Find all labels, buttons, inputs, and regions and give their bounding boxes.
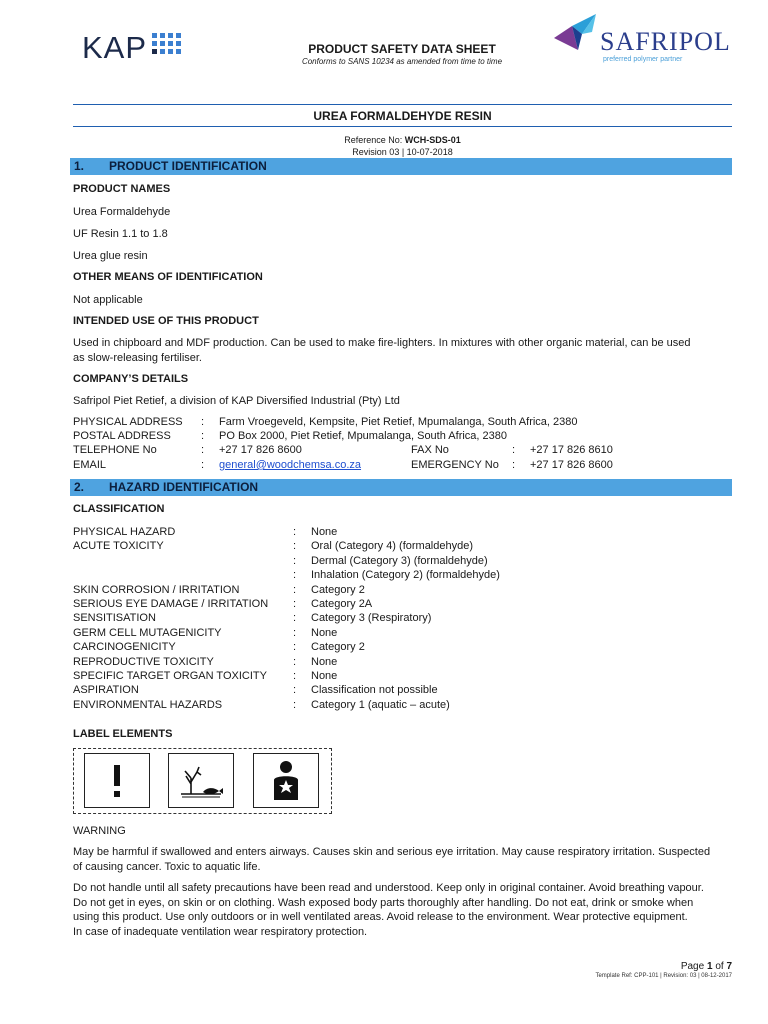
telephone-label: TELEPHONE No bbox=[73, 444, 157, 456]
email-link[interactable]: general@woodchemsa.co.za bbox=[219, 459, 362, 471]
colon: : bbox=[293, 540, 297, 553]
colon: : bbox=[293, 626, 297, 639]
environment-pictogram-icon bbox=[168, 753, 234, 808]
product-name: UF Resin 1.1 to 1.8 bbox=[73, 228, 168, 240]
colon: : bbox=[201, 416, 205, 428]
section-title: PRODUCT IDENTIFICATION bbox=[109, 159, 267, 173]
colon: : bbox=[293, 569, 297, 582]
colon: : bbox=[201, 444, 205, 456]
reference-label: Reference No: bbox=[344, 135, 403, 145]
hazard-value: Category 2A bbox=[311, 598, 373, 610]
section-1-header bbox=[70, 158, 732, 175]
colon: : bbox=[512, 444, 516, 456]
hazard-value: None bbox=[311, 626, 338, 639]
section-2-header bbox=[70, 479, 732, 496]
hazard-statement-line: May be harmful if swallowed and enters airways. Causes skin and serious eye irritation. May cause respiratory irritation. Suspected bbox=[73, 846, 711, 858]
colon: : bbox=[293, 655, 297, 668]
safripol-logo: SAFRIPOL bbox=[600, 27, 731, 56]
product-name: Urea glue resin bbox=[73, 250, 148, 262]
health-hazard-pictogram-icon bbox=[253, 753, 319, 808]
colon: : bbox=[293, 684, 297, 697]
hazard-value: Classification not possible bbox=[311, 684, 438, 697]
classification-heading: CLASSIFICATION bbox=[73, 503, 165, 515]
document-type-title: PRODUCT SAFETY DATA SHEET bbox=[308, 42, 496, 56]
hazard-label: SPECIFIC TARGET ORGAN TOXICITY bbox=[73, 670, 267, 682]
company-name: Safripol Piet Retief, a division of KAP Diversified Industrial (Pty) Ltd bbox=[73, 395, 400, 407]
title-rule-bottom bbox=[73, 126, 732, 127]
precaution-line: Do not handle until all safety precautions have been read and understood. Keep only in original container. Avoid breathing vapour. bbox=[73, 882, 704, 894]
section-title: HAZARD IDENTIFICATION bbox=[109, 480, 259, 494]
colon: : bbox=[293, 583, 297, 596]
hazard-value: Category 3 (Respiratory) bbox=[311, 612, 432, 625]
hazard-value: Category 2 bbox=[311, 583, 365, 596]
product-names-heading: PRODUCT NAMES bbox=[73, 183, 171, 195]
fax-label: FAX No bbox=[411, 444, 449, 456]
postal-address-value: PO Box 2000, Piet Retief, Mpumalanga, South Africa, 2380 bbox=[219, 430, 508, 442]
hazard-statements bbox=[73, 845, 732, 874]
hazard-value: None bbox=[311, 526, 338, 538]
intended-use-heading: INTENDED USE OF THIS PRODUCT bbox=[73, 315, 259, 327]
safripol-logo-mark-icon bbox=[552, 12, 604, 54]
product-title: UREA FORMALDEHYDE RESIN bbox=[313, 109, 492, 123]
title-rule-top bbox=[73, 104, 732, 105]
hazard-label: ASPIRATION bbox=[73, 684, 139, 697]
fax-value: +27 17 826 8610 bbox=[530, 444, 613, 456]
reference-number bbox=[73, 135, 732, 145]
colon: : bbox=[293, 554, 297, 567]
physical-address-label: PHYSICAL ADDRESS bbox=[73, 416, 183, 428]
page-word: Page bbox=[680, 961, 705, 972]
colon: : bbox=[201, 459, 205, 471]
precaution-line: Do not get in eyes, on skin or on clothing. Wash exposed body parts thoroughly after handling. Do not eat, drink or smoke when bbox=[73, 896, 694, 909]
page-number bbox=[620, 961, 732, 972]
hazard-label: SERIOUS EYE DAMAGE / IRRITATION bbox=[73, 598, 269, 610]
colon: : bbox=[201, 430, 205, 442]
other-means-value: Not applicable bbox=[73, 294, 143, 306]
physical-address-value: Farm Vroegeveld, Kempsite, Piet Retief, Mpumalanga, South Africa, 2380 bbox=[219, 416, 578, 428]
hazard-label: GERM CELL MUTAGENICITY bbox=[73, 626, 222, 639]
exclamation-mark-pictogram-icon bbox=[84, 753, 150, 808]
hazard-label: SKIN CORROSION / IRRITATION bbox=[73, 583, 240, 596]
hazard-label: PHYSICAL HAZARD bbox=[73, 526, 176, 538]
email-label: EMAIL bbox=[73, 459, 107, 471]
kap-logo-grid-icon bbox=[152, 33, 189, 57]
telephone-value: +27 17 826 8600 bbox=[219, 444, 302, 456]
hazard-value: None bbox=[311, 670, 338, 682]
intended-use-line: Used in chipboard and MDF production. Can be used to make fire-lighters. In mixtures with other organic material, can be used bbox=[73, 337, 691, 349]
page-current: 1 bbox=[706, 961, 713, 972]
precaution-line: using this product. Use only outdoors or in well ventilated areas. Avoid release to the environment. Wear protective equipment. bbox=[73, 911, 688, 923]
intended-use-line: as slow-releasing fertiliser. bbox=[73, 351, 202, 364]
hazard-statement-line: of causing cancer. Toxic to aquatic life. bbox=[73, 860, 261, 873]
kap-logo: KAP bbox=[82, 30, 148, 65]
document-type-subtitle: Conforms to SANS 10234 as amended from time to time bbox=[301, 57, 503, 66]
hazard-value: Dermal (Category 3) (formaldehyde) bbox=[311, 554, 488, 567]
page-of: of bbox=[715, 961, 724, 972]
postal-address-label: POSTAL ADDRESS bbox=[73, 430, 171, 442]
colon: : bbox=[512, 459, 516, 471]
emergency-label: EMERGENCY No bbox=[411, 459, 499, 471]
hazard-value: Category 1 (aquatic – acute) bbox=[311, 698, 450, 711]
hazard-value: Inhalation (Category 2) (formaldehyde) bbox=[311, 569, 500, 582]
other-means-heading: OTHER MEANS OF IDENTIFICATION bbox=[73, 271, 263, 283]
signal-word: WARNING bbox=[73, 825, 126, 837]
safripol-tagline: preferred polymer partner bbox=[603, 56, 683, 63]
hazard-value: Category 2 bbox=[311, 641, 365, 654]
hazard-label: ACUTE TOXICITY bbox=[73, 540, 164, 553]
revision: Revision 03 | 10-07-2018 bbox=[352, 147, 453, 157]
template-reference: Template Ref: CPP-101 | Revision: 03 | 08-12-2017 bbox=[595, 973, 732, 979]
precaution-line: In case of inadequate ventilation wear respiratory protection. bbox=[73, 925, 368, 938]
hazard-value: None bbox=[311, 655, 338, 668]
reference-value: WCH-SDS-01 bbox=[404, 135, 461, 145]
section-number: 2. bbox=[74, 480, 85, 494]
hazard-label: ENVIRONMENTAL HAZARDS bbox=[73, 698, 223, 711]
intended-use-text bbox=[73, 336, 732, 365]
colon: : bbox=[293, 526, 297, 538]
section-number: 1. bbox=[74, 159, 85, 173]
colon: : bbox=[293, 612, 297, 625]
product-name: Urea Formaldehyde bbox=[73, 206, 171, 218]
colon: : bbox=[293, 598, 297, 610]
colon: : bbox=[293, 698, 297, 711]
label-elements-heading: LABEL ELEMENTS bbox=[73, 728, 173, 740]
colon: : bbox=[293, 641, 297, 654]
hazard-value: Oral (Category 4) (formaldehyde) bbox=[311, 540, 474, 553]
hazard-label: CARCINOGENICITY bbox=[73, 641, 176, 654]
emergency-value: +27 17 826 8600 bbox=[530, 459, 613, 471]
company-details-heading: COMPANY’S DETAILS bbox=[73, 373, 189, 385]
colon: : bbox=[293, 670, 297, 682]
precautionary-statements bbox=[73, 881, 732, 939]
page-total: 7 bbox=[726, 961, 732, 972]
hazard-label: REPRODUCTIVE TOXICITY bbox=[73, 655, 214, 668]
hazard-label: SENSITISATION bbox=[73, 612, 156, 625]
